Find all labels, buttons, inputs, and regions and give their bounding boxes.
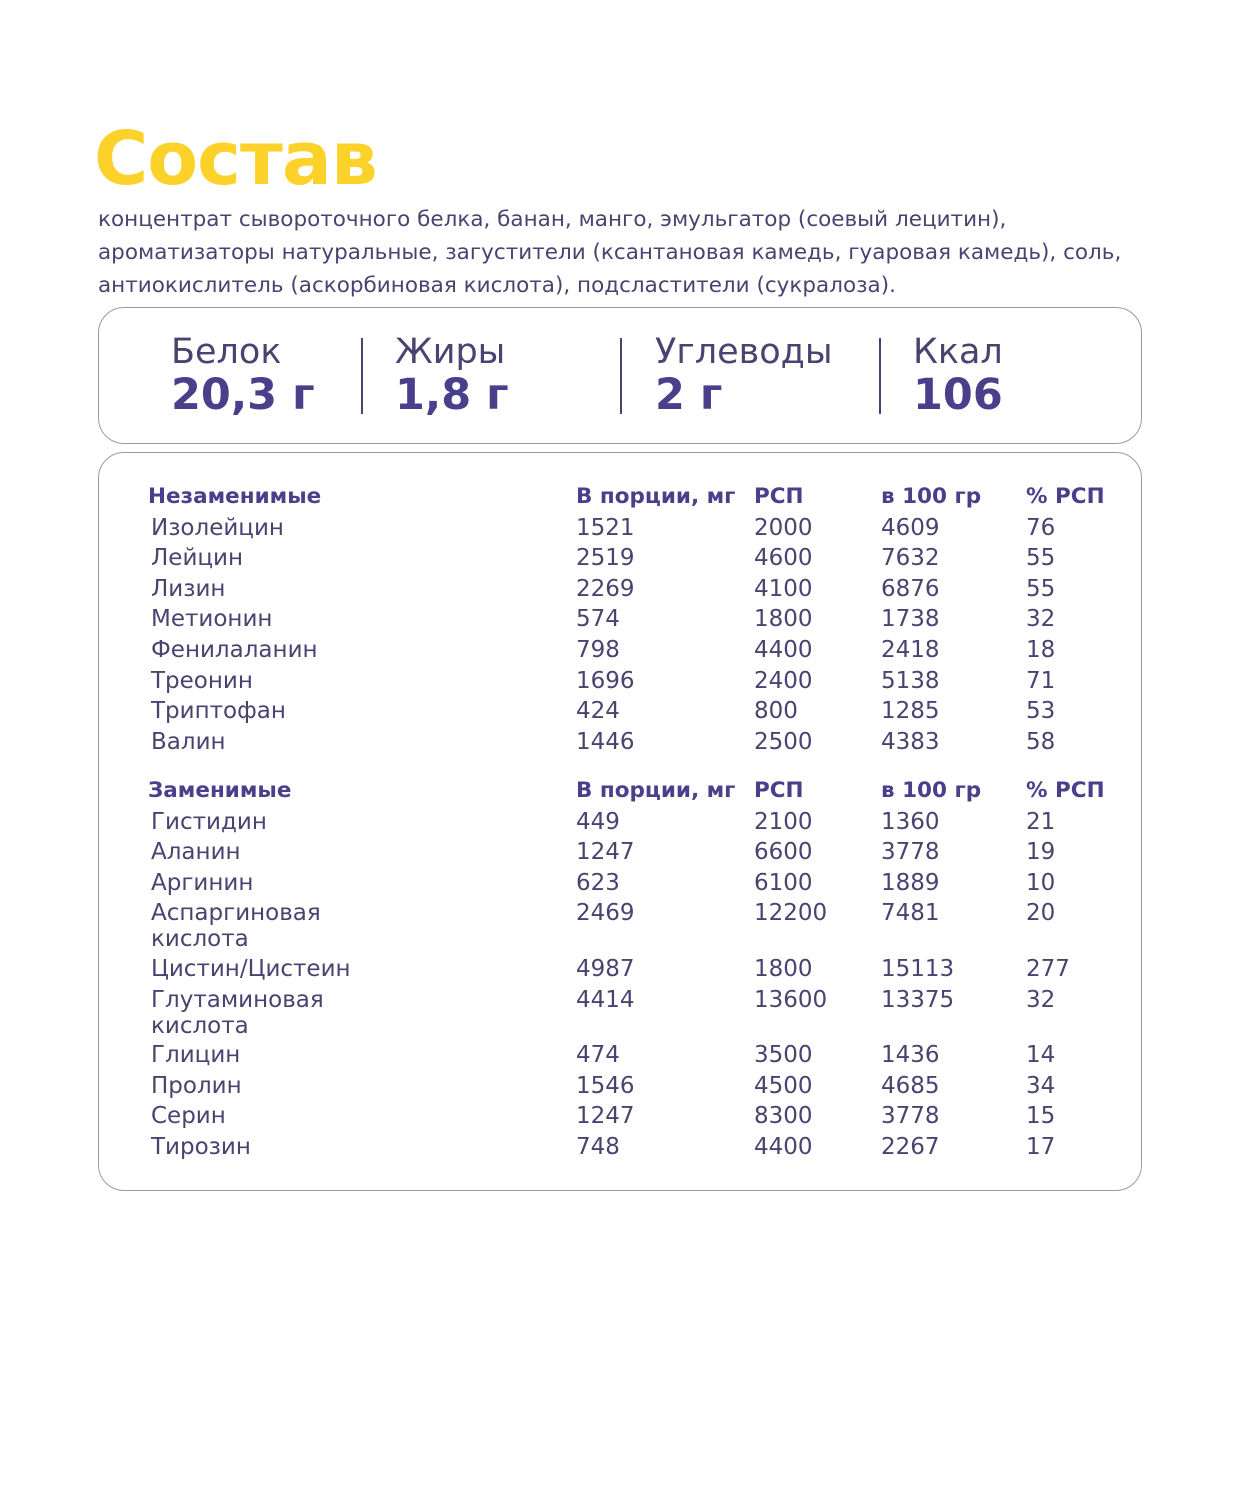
amino-name: Серин bbox=[151, 1103, 226, 1130]
per100-value: 7481 bbox=[881, 900, 940, 927]
per100-value: 3778 bbox=[881, 1103, 940, 1130]
amino-name: Метионин bbox=[151, 606, 273, 633]
amino-name: Аланин bbox=[151, 839, 241, 866]
rsp-value: 2000 bbox=[754, 514, 813, 541]
ingredients-line: концентрат сывороточного белка, банан, манго, эмульгатор (соевый лецитин), bbox=[98, 207, 1007, 232]
rsp-value: 4500 bbox=[754, 1072, 813, 1099]
macro-value: 1,8 г bbox=[395, 370, 509, 420]
per100-value: 3778 bbox=[881, 839, 940, 866]
per100-value: 4685 bbox=[881, 1072, 940, 1099]
portion-header: В порции, мг bbox=[576, 778, 736, 803]
macro-protein bbox=[171, 332, 315, 418]
macros-panel bbox=[98, 307, 1142, 444]
portion-mg: 424 bbox=[576, 698, 620, 725]
macro-value: 106 bbox=[913, 370, 1003, 420]
per100-value: 5138 bbox=[881, 667, 940, 694]
rsp-value: 800 bbox=[754, 698, 798, 725]
rsp-value: 4600 bbox=[754, 545, 813, 572]
amino-name: Глутаминовая кислота bbox=[151, 986, 324, 1039]
rsp-header: РСП bbox=[754, 778, 804, 803]
per100-value: 4609 bbox=[881, 514, 940, 541]
rsp-value: 2100 bbox=[754, 808, 813, 835]
percent-rsp-header: % РСП bbox=[1026, 484, 1105, 509]
per100-value: 13375 bbox=[881, 986, 955, 1013]
rsp-value: 1800 bbox=[754, 606, 813, 633]
page-title: Состав bbox=[94, 116, 377, 202]
macro-label: Углеводы bbox=[655, 332, 833, 372]
portion-mg: 2269 bbox=[576, 575, 635, 602]
rsp-value: 1800 bbox=[754, 956, 813, 982]
percent-rsp-header: % РСП bbox=[1026, 778, 1105, 803]
rsp-value: 8300 bbox=[754, 1103, 813, 1130]
percent-rsp: 76 bbox=[1026, 514, 1056, 541]
per100-value: 15113 bbox=[881, 956, 955, 982]
rsp-value: 12200 bbox=[754, 900, 828, 927]
percent-rsp: 55 bbox=[1026, 575, 1056, 602]
percent-rsp: 58 bbox=[1026, 728, 1056, 755]
percent-rsp: 10 bbox=[1026, 869, 1056, 896]
portion-mg: 574 bbox=[576, 606, 620, 633]
macro-divider bbox=[879, 338, 881, 414]
percent-rsp: 53 bbox=[1026, 698, 1056, 725]
per100-value: 4383 bbox=[881, 728, 940, 755]
per100-value: 1285 bbox=[881, 698, 940, 725]
percent-rsp: 32 bbox=[1026, 986, 1056, 1013]
portion-header: В порции, мг bbox=[576, 484, 736, 509]
amino-name: Лизин bbox=[151, 575, 226, 602]
per100-value: 6876 bbox=[881, 575, 940, 602]
amino-name: Цистин/Цистеин bbox=[151, 956, 351, 982]
amino-name: Лейцин bbox=[151, 545, 244, 572]
percent-rsp: 17 bbox=[1026, 1134, 1056, 1160]
portion-mg: 1247 bbox=[576, 1103, 635, 1130]
amino-name: Пролин bbox=[151, 1072, 242, 1099]
macro-value: 20,3 г bbox=[171, 370, 315, 420]
portion-mg: 798 bbox=[576, 637, 620, 663]
percent-rsp: 32 bbox=[1026, 606, 1056, 633]
portion-mg: 748 bbox=[576, 1134, 620, 1160]
amino-name: Треонин bbox=[151, 667, 253, 694]
per100-value: 1738 bbox=[881, 606, 940, 633]
rsp-header: РСП bbox=[754, 484, 804, 509]
rsp-value: 6100 bbox=[754, 869, 813, 896]
ingredients-text bbox=[98, 203, 1158, 302]
percent-rsp: 18 bbox=[1026, 637, 1056, 663]
percent-rsp: 19 bbox=[1026, 839, 1056, 866]
portion-mg: 2519 bbox=[576, 545, 635, 572]
per100-value: 2418 bbox=[881, 637, 940, 663]
rsp-value: 3500 bbox=[754, 1042, 813, 1069]
macro-kcal bbox=[913, 332, 1003, 418]
macro-value: 2 г bbox=[655, 370, 723, 420]
macro-divider bbox=[361, 338, 363, 414]
per100-value: 1436 bbox=[881, 1042, 940, 1069]
portion-mg: 4987 bbox=[576, 956, 635, 982]
amino-name: Триптофан bbox=[151, 698, 286, 725]
amino-name: Аргинин bbox=[151, 869, 254, 896]
portion-mg: 1696 bbox=[576, 667, 635, 694]
percent-rsp: 14 bbox=[1026, 1042, 1056, 1069]
percent-rsp: 20 bbox=[1026, 900, 1056, 927]
per100-value: 1360 bbox=[881, 808, 940, 835]
rsp-value: 4400 bbox=[754, 637, 813, 663]
amino-name: Глицин bbox=[151, 1042, 241, 1069]
portion-mg: 1446 bbox=[576, 728, 635, 755]
portion-mg: 449 bbox=[576, 808, 620, 835]
group-header: Незаменимые bbox=[148, 484, 322, 509]
rsp-value: 2400 bbox=[754, 667, 813, 694]
amino-name: Тирозин bbox=[151, 1134, 251, 1160]
portion-mg: 474 bbox=[576, 1042, 620, 1069]
rsp-value: 4400 bbox=[754, 1134, 813, 1160]
macro-carbs bbox=[655, 332, 833, 418]
percent-rsp: 277 bbox=[1026, 956, 1070, 982]
ingredients-line: антиокислитель (аскорбиновая кислота), подсластители (сукралоза). bbox=[98, 273, 896, 298]
macro-label: Жиры bbox=[395, 332, 506, 372]
macro-label: Белок bbox=[171, 332, 282, 372]
per100-value: 7632 bbox=[881, 545, 940, 572]
amino-name: Аспаргиновая кислота bbox=[151, 900, 321, 953]
per100-header: в 100 гр bbox=[881, 484, 982, 509]
portion-mg: 1521 bbox=[576, 514, 635, 541]
amino-name: Фенилаланин bbox=[151, 637, 318, 663]
per100-value: 2267 bbox=[881, 1134, 940, 1160]
portion-mg: 623 bbox=[576, 869, 620, 896]
rsp-value: 13600 bbox=[754, 986, 828, 1013]
percent-rsp: 21 bbox=[1026, 808, 1056, 835]
per100-value: 1889 bbox=[881, 869, 940, 896]
portion-mg: 1546 bbox=[576, 1072, 635, 1099]
macro-label: Ккал bbox=[913, 332, 1003, 372]
rsp-value: 2500 bbox=[754, 728, 813, 755]
macro-divider bbox=[620, 338, 622, 414]
macro-fat bbox=[395, 332, 509, 418]
rsp-value: 4100 bbox=[754, 575, 813, 602]
percent-rsp: 55 bbox=[1026, 545, 1056, 572]
ingredients-line: ароматизаторы натуральные, загустители (ксантановая камедь, гуаровая камедь), соль, bbox=[98, 240, 1122, 265]
portion-mg: 1247 bbox=[576, 839, 635, 866]
rsp-value: 6600 bbox=[754, 839, 813, 866]
portion-mg: 4414 bbox=[576, 986, 635, 1013]
percent-rsp: 71 bbox=[1026, 667, 1056, 694]
percent-rsp: 34 bbox=[1026, 1072, 1056, 1099]
group-header: Заменимые bbox=[148, 778, 292, 803]
per100-header: в 100 гр bbox=[881, 778, 982, 803]
amino-name: Валин bbox=[151, 728, 226, 755]
portion-mg: 2469 bbox=[576, 900, 635, 927]
percent-rsp: 15 bbox=[1026, 1103, 1056, 1130]
amino-acid-table bbox=[98, 452, 1142, 1191]
amino-name: Гистидин bbox=[151, 808, 267, 835]
amino-name: Изолейцин bbox=[151, 514, 284, 541]
